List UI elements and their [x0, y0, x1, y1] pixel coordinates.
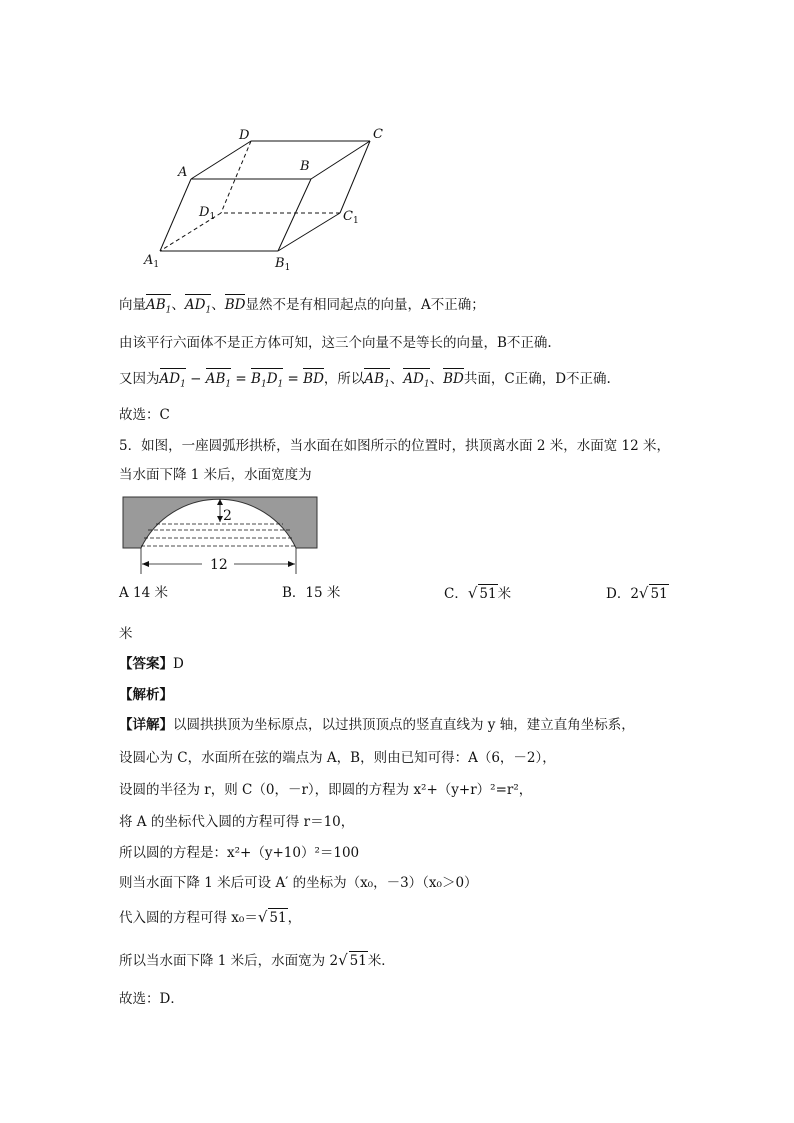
- option-B: B．15 米: [282, 585, 341, 601]
- edge-CC1: [340, 141, 370, 213]
- edge-B1C1: [278, 213, 340, 251]
- width-label: 12: [210, 557, 228, 573]
- edge-BB1: [278, 179, 311, 251]
- label-C1: $C_1$: [343, 209, 359, 226]
- detail-conclusion: 故选：D．: [119, 991, 184, 1007]
- answer-line: 【答案】D: [119, 656, 184, 672]
- label-A1: $A_1$: [144, 253, 160, 270]
- detail-line-5: 所以圆的方程是：x²+（y+10）²＝100: [119, 845, 360, 861]
- label-C: C: [373, 127, 383, 142]
- label-D: D: [239, 128, 250, 143]
- option-D-wrap: 米: [119, 626, 133, 642]
- label-D1: $D_1$: [199, 205, 216, 222]
- label-B: B: [300, 159, 310, 174]
- label-B1: $B_1$: [275, 256, 291, 273]
- edge-DD1: [221, 141, 251, 213]
- detail-line-8: 所以当水面下降 1 米后，水面宽为 2√ 51米．: [119, 951, 395, 969]
- explanation-line-1: 向量$AB_1$、$AD_1$、BD显然不是有相同起点的向量，A不正确；: [119, 296, 485, 320]
- detail-line-7: 代入圆的方程可得 x₀＝√ 51，: [119, 908, 302, 926]
- detail-line-2: 设圆心为 C，水面所在弦的端点为 A，B，则由已知可得：A（6，－2），: [119, 750, 556, 766]
- detail-line-4: 将 A 的坐标代入圆的方程可得 r＝10，: [119, 814, 355, 830]
- label-A: A: [178, 165, 188, 180]
- edge-BC: [311, 141, 370, 179]
- option-D: D．2√ 51: [606, 584, 668, 602]
- explanation-conclusion: 故选：C: [119, 407, 170, 423]
- explanation-line-3: 又因为$AD_1 - AB_1 = B_1D_1$ = BD，所以$AB_1$、$AD_1$、BD共面，C正确，D不正确.: [119, 370, 611, 394]
- edge-DA: [191, 141, 251, 179]
- detail-line-3: 设圆的半径为 r，则 C（0，－r），即圆的方程为 x²+（y+r）²=r²，: [119, 782, 533, 798]
- explanation-line-2: 由该平行六面体不是正方体可知，这三个向量不是等长的向量，B不正确.: [119, 335, 552, 351]
- detail-line-1: 【详解】以圆拱拱顶为坐标原点，以过拱顶顶点的竖直直线为 y 轴，建立直角坐标系，: [119, 717, 635, 733]
- arch-bridge-figure: [0, 490, 794, 580]
- question-5-line-1: 5．如图，一座圆弧形拱桥，当水面在如图所示的位置时，拱顶离水面 2 米，水面宽 12 米，: [119, 438, 671, 454]
- vector-AB1: $AB_1$: [146, 296, 171, 320]
- detail-line-6: 则当水面下降 1 米后可设 A′ 的坐标为（x₀，－3）（x₀＞0）: [119, 875, 478, 891]
- height-label: 2: [223, 508, 232, 524]
- question-5-line-2: 当水面下降 1 米后，水面宽度为: [119, 467, 312, 483]
- vector-BD: BD: [224, 297, 246, 313]
- option-A: A 14 米: [119, 585, 169, 601]
- option-C: C．√ 51米: [444, 584, 512, 602]
- edge-AA1: [160, 179, 191, 251]
- analysis-label: 【解析】: [119, 687, 173, 703]
- parallelepiped-figure: [0, 0, 794, 290]
- vector-AD1: $AD_1$: [185, 296, 211, 320]
